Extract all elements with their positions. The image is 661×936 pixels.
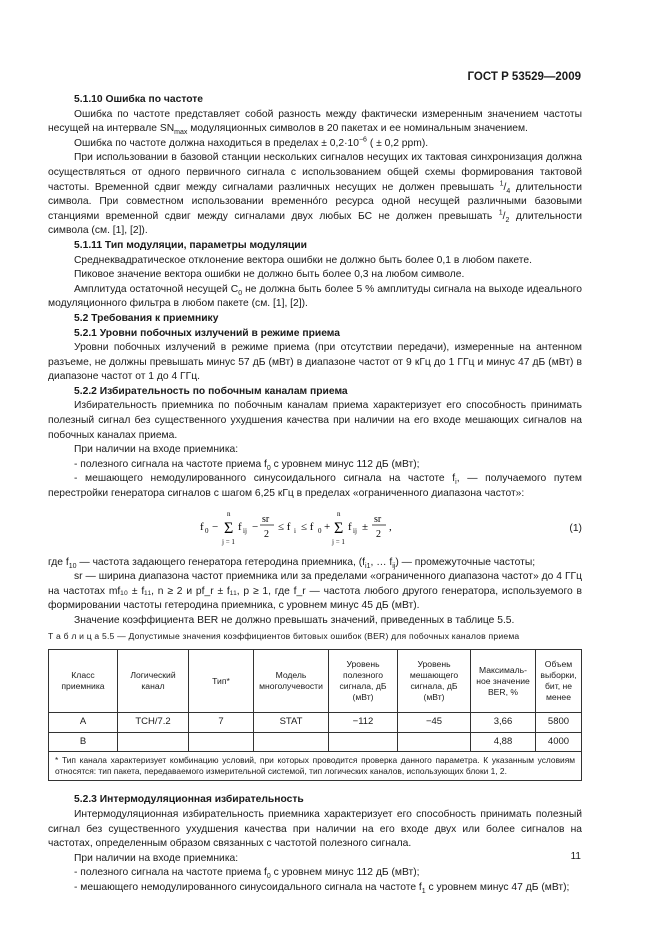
- table-cell: 7: [189, 713, 254, 733]
- para-where-1: где $f_{10}$ — частота задающего генератора гетеродина приемника, ($f_{i1}$, … $f_{ij}$) — промежуточные частоты;: [48, 556, 536, 570]
- svg-text:n: n: [337, 509, 341, 518]
- para-rms-evm: Среднеквадратическое отклонение вектора ошибки не должно быть более 0,1 в любом пакете.: [74, 254, 532, 266]
- para-carrier: Амплитуда остаточной несущей $C_0$ не должна быть более 5 % амплитуды сигнала на выходе идеального модуляционного фильтра в любом пакете (см. [1], [2]).: [48, 283, 583, 310]
- table-cell: A: [49, 713, 118, 733]
- svg-text:f: f: [348, 520, 352, 533]
- svg-text:ij: ij: [243, 526, 247, 535]
- table-cell: 4000: [536, 732, 582, 752]
- heading-5-1-11: 5.1.11 Тип модуляции, параметры модуляции: [74, 239, 307, 251]
- list-item-interferer: - мешающего немодулированного синусоидального сигнала на частоте $f_i$, — получаемого путем перестройки генератора сигналов с шагом 6,25 кГц в пределах «ограниченного диапазона частот»:: [48, 473, 582, 500]
- col-header: Тип*: [189, 650, 254, 713]
- table-cell: 3,66: [471, 713, 536, 733]
- table-cell: STAT: [254, 713, 329, 733]
- col-header: Модель многолучевости: [254, 650, 329, 713]
- col-header: Логический канал: [118, 650, 189, 713]
- heading-5-2-3: 5.2.3 Интермодуляционная избирательность: [74, 794, 304, 806]
- table-cell: −45: [398, 713, 471, 733]
- heading-5-2: 5.2 Требования к приемнику: [74, 312, 219, 324]
- svg-text:j = 1: j = 1: [222, 537, 235, 546]
- col-header: Уровень полезного сигнала, дБ (мВт): [329, 650, 398, 713]
- svg-text:≤ f: ≤ f: [301, 520, 314, 533]
- svg-text:sr: sr: [374, 513, 382, 525]
- body-text: [48, 93, 582, 896]
- svg-text:n: n: [227, 509, 231, 518]
- table-cell: TCH/7.2: [118, 713, 189, 733]
- page-number: 11: [570, 851, 581, 862]
- table-cell: 5800: [536, 713, 582, 733]
- formula-1: [48, 504, 582, 556]
- table-cell: 4,88: [471, 732, 536, 752]
- table-cell: −112: [329, 713, 398, 733]
- svg-text:Σ: Σ: [334, 519, 344, 537]
- svg-text:f: f: [200, 520, 204, 533]
- svg-text:−: −: [252, 520, 259, 533]
- table-cell: B: [49, 732, 118, 752]
- svg-text:ij: ij: [353, 526, 357, 535]
- svg-text:j = 1: j = 1: [332, 537, 345, 546]
- svg-text:f: f: [238, 520, 242, 533]
- list-item-interferer-2: - мешающего немодулированного синусоидального сигнала на частоте $f_1$ с уровнем минус 47 дБ (мВт);: [74, 881, 570, 895]
- col-header: Объем выборки, бит, не менее: [536, 650, 582, 713]
- table-cell: [398, 732, 471, 752]
- svg-text:2: 2: [376, 528, 381, 540]
- heading-5-1-10: 5.1.10 Ошибка по частоте: [74, 94, 204, 105]
- para-where-2: sr — ширина диапазона частот приемника или за пределами «ограниченного диапазона частот» до 4 ГГц на частотах mf₁₀ ± f₁₁, n ≥ 2 и pf_r ± f₁₁, p ≥ 1, где f_r — частота любого другого генератора, используемого в формировании частоты гетеродина приемника, с уровнем минус 45 дБ (мВт).: [48, 571, 582, 612]
- para-sync: При использовании в базовой станции нескольких сигналов несущих их тактовая синхронизация должна осуществляться от одного первичного сигнала с использованием общей схемы формирования тактовой частоты. Временной сдвиг между сигналами различных несущих не должен превышать $^1/_4$ длительности символа. При совместном использовании временно́го ресурса одной несущей различными базовыми станциями временной сдвиг между сигналами двух любых БС не должен превышать $^1/_2$ длительности символа (см. [1], [2]).: [48, 152, 582, 237]
- col-header: Максималь-ное значение BER, %: [471, 650, 536, 713]
- heading-5-2-2: 5.2.2 Избирательность по побочным каналам приема: [74, 385, 348, 397]
- para-ber-ref: Значение коэффициента BER не должно превышать значений, приведенных в таблице 5.5.: [74, 615, 515, 626]
- col-header: Класс приемника: [49, 650, 118, 713]
- svg-text:2: 2: [264, 528, 269, 540]
- table-cell: [118, 732, 189, 752]
- table-row: [49, 713, 582, 733]
- para-freq-error-limit: Ошибка по частоте должна находиться в пределах ± $0,2\cdot 10^{-6}$ ( ± 0,2 ppm).: [74, 136, 429, 149]
- list-item-wanted-2: - полезного сигнала на частоте приема $f_0$ с уровнем минус 112 дБ (мВт);: [74, 867, 420, 881]
- formula-number: (1): [569, 522, 582, 534]
- para-spurious: Уровни побочных излучений в режиме приема (при отсутствии передачи), измеренные на антенном разъеме, не должны превышать минус 57 дБ (мВт) в диапазоне частот от 9 кГц до 1 ГГц и минус 47 дБ (мВт) в диапазоне частот от 1 до 4 ГГц.: [48, 342, 582, 383]
- svg-text:±: ±: [362, 520, 369, 533]
- table-cell: [189, 732, 254, 752]
- table-note: * Тип канала характеризует комбинацию условий, при которых проводится проверка данного параметра. К указанным условиям относятся: тип пакета, передаваемого измерительной системой, тип логических каналов, использующих блоки 1, 2.: [49, 752, 582, 781]
- table-row: [49, 732, 582, 752]
- svg-text:sr: sr: [262, 513, 270, 525]
- list-item-wanted: - полезного сигнала на частоте приема $f_0$ с уровнем минус 112 дБ (мВт);: [74, 458, 420, 472]
- para-input: При наличии на входе приемника:: [74, 444, 239, 456]
- para-freq-error-def: Ошибка по частоте представляет собой разность между фактически измеренным значением частоты несущей на интервале $SN_{max}$ модуляционных символов в 20 пакетах и ее номинальным значением.: [48, 108, 582, 137]
- table-cell: [329, 732, 398, 752]
- svg-text:,: ,: [389, 520, 392, 533]
- heading-5-2-1: 5.2.1 Уровни побочных излучений в режиме приема: [74, 327, 341, 339]
- para-selectivity: Избирательность приемника по побочным каналам приема характеризует его способность принимать полезный сигнал без существенного ухудшения качества при наличии на его входе мешающих сигналов на побочных каналах приема.: [48, 400, 582, 441]
- ber-table: [48, 649, 582, 781]
- svg-text:i: i: [294, 526, 296, 535]
- svg-text:Σ: Σ: [224, 519, 234, 537]
- para-input-2: При наличии на входе приемника:: [74, 852, 239, 864]
- formula-expression: [198, 506, 428, 552]
- svg-text:−: −: [212, 520, 219, 533]
- table-header-row: [49, 650, 582, 713]
- svg-text:≤ f: ≤ f: [278, 520, 291, 533]
- svg-text:+: +: [324, 520, 331, 533]
- para-intermod: Интермодуляционная избирательность приемника характеризует его способность принимать полезный сигнал без существенного ухудшения качества при наличии на его входе двух или более сигналов на частотах, определенным образом связанных с частотой полезного сигнала.: [48, 808, 582, 850]
- table-cell: [254, 732, 329, 752]
- col-header: Уровень мешающего сигнала, дБ (мВт): [398, 650, 471, 713]
- para-peak-evm: Пиковое значение вектора ошибки не должно быть более 0,3 на любом символе.: [74, 269, 465, 281]
- svg-text:0: 0: [318, 526, 322, 535]
- svg-text:0: 0: [205, 526, 209, 535]
- standard-id: ГОСТ Р 53529—2009: [467, 71, 581, 83]
- section-5-2-3: [48, 793, 582, 895]
- table-caption: Т а б л и ц а 5.5 — Допустимые значения коэффициентов битовых ошибок (BER) для побочных каналов приема: [48, 630, 520, 641]
- table-note-row: [49, 752, 582, 781]
